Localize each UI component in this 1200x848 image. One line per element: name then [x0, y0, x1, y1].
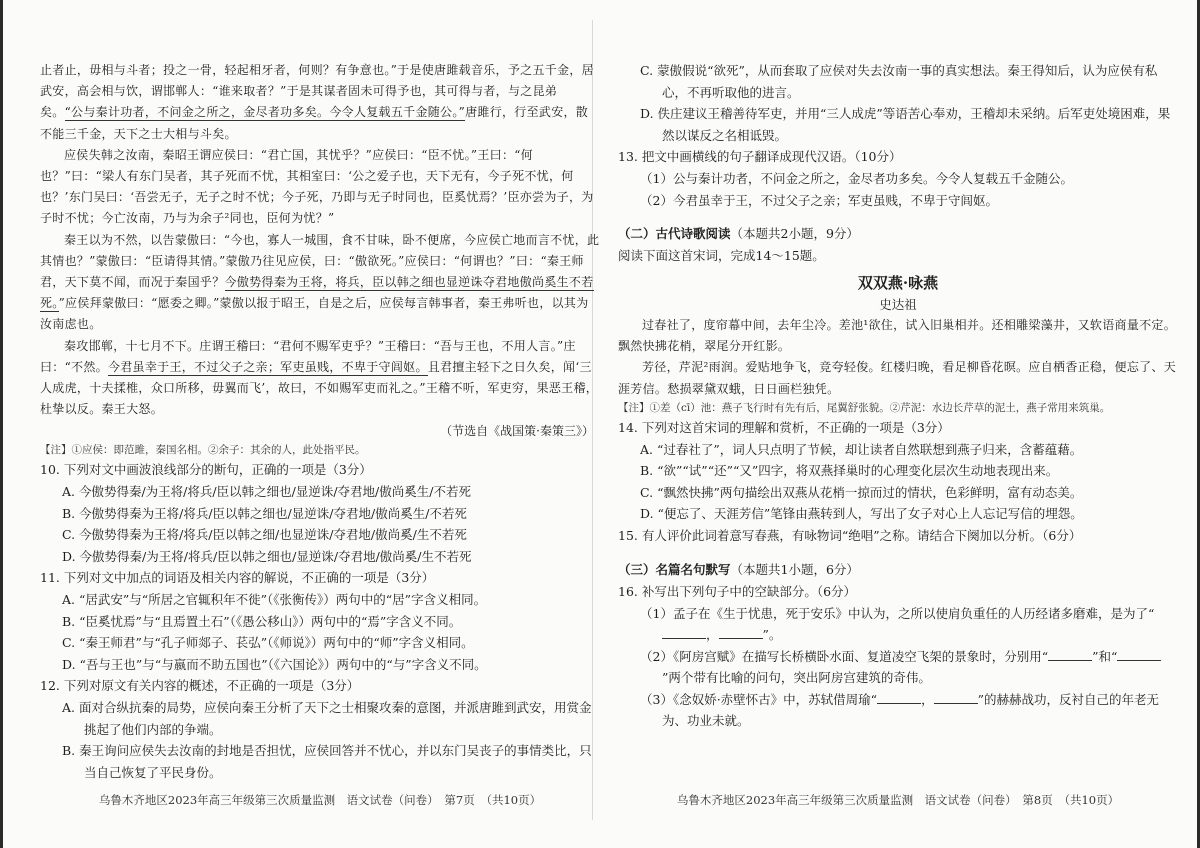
page-7-footer: 乌鲁木齐地区2023年高三年级第三次质量监测 语文试卷（问卷） 第7页 （共10页） — [98, 793, 542, 807]
passage-paragraph: 秦攻邯郸，十七月不下。庄谓王稽曰：“君何不赐军吏乎？”王稽曰：“吾与王也，不用人言。”庄曰：“不然。今君虽幸于王，不过父子之亲；军吏虽贱，不卑于守闾妪。且君擅主轻下之日久矣，闻‘三人成虎，十夫揉椎，众口所移，毋翼而飞’，故曰，不如赐军吏而礼之。”王稽不听，军吏穷，果恶王稽，杜挚以反。秦王大怒。 — [40, 338, 599, 417]
q14-option-b: B. “欲”“试”“还”“又”四字，将双燕择巢时的心理变化层次生动地表现出来。 — [640, 463, 1059, 479]
q12-option-b: B. 秦王询问应侯失去汝南的封地是否担忧，应侯回答并不忧心，并以东门吴丧子的事情类比，只当自己恢复了平民身份。 — [62, 743, 592, 780]
question-11: 11. 下列对文中加点的词语及相关内容的解说，不正确的一项是（3分） — [40, 570, 435, 586]
fill-blank[interactable] — [877, 691, 921, 704]
q10-option-c: C. 今傲势得秦为王将/将兵/臣以韩之细/也显逆诛/夺君地/傲尚奚/生不若死 — [62, 527, 467, 543]
question-13: 13. 把文中画横线的句子翻译成现代汉语。（10分） — [618, 149, 902, 164]
q14-option-a: A. “过春社了”，词人只点明了节候，却让读者自然联想到燕子归来，含蓄蕴藉。 — [640, 441, 1083, 457]
q11-option-d: D. “吾与王也”与“与嬴而不助五国也”（《六国论》）两句中的“与”字含义不同。 — [62, 656, 487, 672]
fill-blank[interactable] — [662, 626, 706, 639]
page-8 — [618, 60, 1178, 840]
passage-paragraph: 应侯失韩之汝南，秦昭王谓应侯曰：“君亡国，其忧乎？”应侯曰：“臣不忧。”王曰：“何也？”曰：“梁人有东门吴者，其子死而不忧，其相室曰：‘公之爱子也，天下无有，今子死不忧，何也？’东门吴曰：‘吾尝无子，无子之时不忧；今子死，乃即与无子时同也，臣奚忧焉？’臣亦尝为子，为子时不忧；今亡汝南，乃与为余子²同也，臣何为忧？” — [40, 147, 594, 226]
q11-option-a: A. “居武安”与“所居之官辄积年不徙”（《张衡传》）两句中的“居”字含义相同。 — [62, 592, 487, 608]
q14-option-d: D. “便忘了、天涯芳信”笔锋由燕转到人，写出了女子对心上人忘记写信的埋怨。 — [640, 506, 1083, 522]
passage-paragraph: 秦王以为不然，以告蒙傲曰：“今也，寡人一城围，食不甘味，卧不便席，今应侯亡地而言不忧，此其情也？”蒙傲曰：“臣请得其情。”蒙傲乃往见应侯，曰：“傲欲死。”应侯曰：“何谓也？”曰：“秦王师君，天下莫不闻，而况于秦国乎？今傲势得秦为王将，将兵，臣以韩之细也显逆诛夺君地傲尚奚生不若死。”应侯拜蒙傲曰：“愿委之卿。”蒙傲以报于昭王，自是之后，应侯每言韩事者，秦王弗听也，以其为汝南虑也。 — [40, 232, 600, 332]
passage-paragraph: 止者止，毋相与斗者；投之一骨，轻起相牙者，何则？有争意也。”于是使唐雎载音乐，予之五千金，居武安，高会相与饮，谓邯郸人：“谁来取者？”于是其谋者固未可得予也，其可得与者，与之昆弟矣。“公与秦计功者，不问金之所之，金尽者功多矣。今令人复载五千金随公。”唐雎行，行至武安，散不能三千金，天下之士大相与斗矣。 — [40, 63, 594, 141]
translation-sentence-2: 今君虽幸于王，不过父子之亲；军吏虽贱，不卑于守闾妪。 — [107, 359, 428, 374]
wavy-line-sentence: 今傲势得秦为王将，将兵，臣以韩之细也显逆诛夺君地傲尚奚生不若死。 — [40, 275, 594, 311]
q10-option-a: A. 今傲势得秦/为王将/将兵/臣以韩之细也/显逆诛/夺君地/傲尚奚生/不若死 — [62, 484, 471, 500]
q13-item-2: （2）今君虽幸于王，不过父子之亲；军吏虽贱，不卑于守闾妪。 — [640, 192, 998, 208]
fill-blank[interactable] — [1048, 648, 1092, 661]
page-8-footer: 乌鲁木齐地区2023年高三年级第三次质量监测 语文试卷（问卷） 第8页 （共10页） — [676, 793, 1120, 807]
fill-blank[interactable] — [934, 691, 978, 704]
poem-stanza-2: 芳径，芹泥²雨润。爱贴地争飞，竞夸轻俊。红楼归晚，看足柳昏花暝。应自栖香正稳，便忘了、天涯芳信。愁损翠黛双蛾，日日画栏独凭。 — [618, 360, 1177, 396]
translation-sentence-1: “公与秦计功者，不问金之所之，金尽者功多矣。今令人复载五千金随公。” — [64, 105, 466, 120]
passage-source: （节选自《战国策·秦策三》） — [440, 424, 594, 439]
question-10: 10. 下列对文中画波浪线部分的断句，正确的一项是（3分） — [40, 462, 372, 478]
poem-stanza-1: 过春社了，度帘幕中间，去年尘冷。差池¹欲住，试入旧巢相并。还相雕梁藻井，又软语商量不定。飘然快拂花梢，翠尾分开红影。 — [618, 318, 1177, 354]
q12-option-c: C. 蒙傲假说“欲死”，从而套取了应侯对失去汝南一事的真实想法。秦王得知后，认为应侯有私心，不再听取他的进言。 — [640, 63, 1158, 100]
q10-option-b: B. 今傲势得秦为王将/将兵/臣以韩之细也/显逆诛/夺君地/傲尚奚生/不若死 — [62, 505, 467, 521]
fill-blank[interactable] — [719, 626, 763, 639]
question-16: 16. 补写出下列句子中的空缺部分。（6分） — [618, 583, 857, 599]
question-15: 15. 有人评价此词着意写春燕，有咏物词“绝唱”之称。请结合下阕加以分析。（6分） — [618, 527, 1082, 543]
question-14: 14. 下列对这首宋词的理解和赏析，不正确的一项是（3分） — [618, 419, 950, 435]
poetry-intro: 阅读下面这首宋词，完成14～15题。 — [618, 248, 825, 263]
page-7 — [40, 60, 600, 840]
q10-option-d: D. 今傲势得秦/为王将/将兵/臣以韩之细也/显逆诛/夺君地/傲尚奚/生不若死 — [62, 548, 472, 564]
poem-author: 史达祖 — [879, 297, 917, 312]
question-12: 12. 下列对原文有关内容的概述，不正确的一项是（3分） — [40, 678, 360, 694]
q12-option-d: D. 佚庄建议王稽善待军吏，并用“三人成虎”等语苦心奉劝，王稽却未采纳。后军吏处境困难，果然以谋反之名相诋毁。 — [640, 106, 1171, 143]
q13-item-1: （1）公与秦计功者，不问金之所之，金尽者功多矣。今令人复载五千金随公。 — [640, 171, 1073, 186]
poem-title: 双双燕·咏燕 — [857, 274, 939, 292]
q14-option-c: C. “飘然快拂”两句描绘出双燕从花梢一掠而过的情状，色彩鲜明，富有动态美。 — [640, 484, 1083, 500]
q16-item-3: （3）《念奴娇·赤壁怀古》中，苏轼借周瑜“ ， ”的赫赫战功，反衬自己的年老无为、功业未就。 — [640, 691, 1159, 729]
scan-edge-left — [0, 0, 3, 848]
fill-blank[interactable] — [1117, 648, 1161, 661]
q16-item-1: （1）孟子在《生于忧患，死于安乐》中认为，之所以使肩负重任的人历经诸多磨难，是为了“， ”。 — [640, 605, 1155, 643]
passage-note: 【注】①应侯：即范雎，秦国名相。②余子：其余的人，此处指平民。 — [40, 444, 366, 457]
q11-option-b: B. “臣奚忧焉”与“且焉置土石”（《愚公移山》）两句中的“焉”字含义不同。 — [62, 613, 462, 629]
section-poetry-heading: （二）古代诗歌阅读（本题共2小题，9分） — [618, 226, 859, 241]
q12-option-a: A. 面对合纵抗秦的局势，应侯向秦王分析了天下之士相聚攻秦的意图，并派唐雎到武安，用赏金挑起了他们内部的争端。 — [62, 700, 592, 737]
q11-option-c: C. “秦王师君”与“孔子师郯子、苌弘”（《师说》）两句中的“师”字含义相同。 — [62, 635, 474, 651]
q16-item-2: （2）《阿房宫赋》在描写长桥横卧水面、复道凌空飞架的景象时，分别用“ ”和“”两个带有比喻的问句，突出阿房宫建筑的奇伟。 — [618, 646, 1178, 689]
section-dictation-heading: （三）名篇名句默写（本题共1小题，6分） — [618, 561, 859, 577]
poem-note: 【注】①差（cī）池：燕子飞行时有先有后，尾翼舒张貌。②芹泥：水边长芹草的泥土，燕子常用来筑巢。 — [618, 401, 1111, 414]
